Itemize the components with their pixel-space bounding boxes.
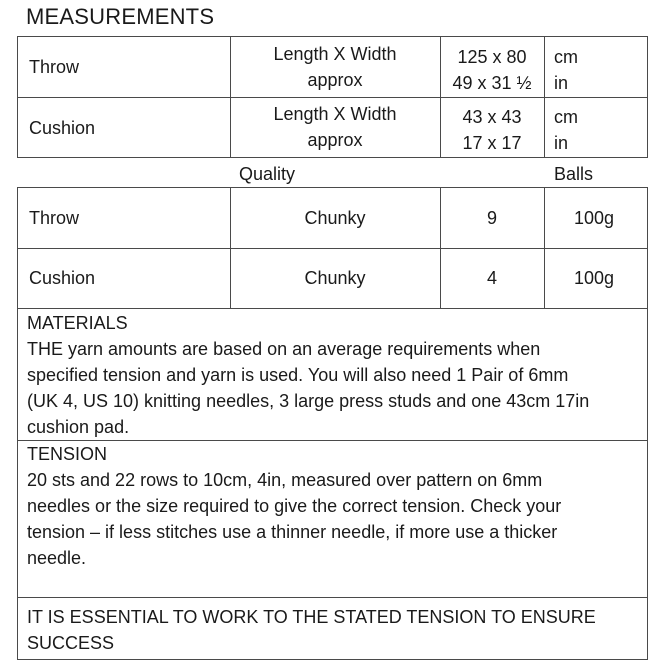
yarn-col-divider-2 [440, 187, 441, 308]
measurements-unit-cm: cm [554, 47, 578, 67]
measurements-metric-value: 125 x 80 [457, 47, 527, 67]
measurements-col-divider-1 [230, 36, 231, 158]
measurements-col-divider-2 [440, 36, 441, 158]
measurements-unit-in: in [554, 133, 569, 153]
page-title: MEASUREMENTS [26, 4, 215, 29]
measurements-dimension-approx: approx [307, 130, 363, 150]
yarn-header-quality: Quality [239, 164, 296, 184]
measurements-unit-in: in [554, 73, 569, 93]
yarn-col-divider-1 [230, 187, 231, 308]
yarn-weight-value: 100g [574, 268, 615, 288]
measurements-imperial-value: 49 x 31 ½ [452, 73, 532, 93]
tension-line: needle. [27, 548, 87, 568]
yarn-item-cushion: Cushion [29, 268, 96, 288]
tension-heading: TENSION [27, 444, 108, 464]
yarn-weight-value: 100g [574, 208, 615, 228]
materials-line: specified tension and yarn is used. You will also need 1 Pair of 6mm [27, 365, 569, 385]
yarn-col-divider-3 [544, 187, 545, 308]
yarn-quality-value: Chunky [304, 208, 366, 228]
yarn-table-bottom [17, 308, 648, 309]
measurements-dimension-label: Length X Width [273, 104, 397, 124]
notice-line: SUCCESS [27, 633, 115, 653]
materials-heading: MATERIALS [27, 313, 128, 333]
yarn-balls-value: 4 [486, 268, 497, 288]
yarn-item-throw: Throw [29, 208, 80, 228]
notice-line: IT IS ESSENTIAL TO WORK TO THE STATED TENSION TO ENSURE [27, 607, 596, 627]
tension-line: 20 sts and 22 rows to 10cm, 4in, measured over pattern on 6mm [27, 470, 543, 490]
measurements-col-divider-3 [544, 36, 545, 158]
materials-line: THE yarn amounts are based on an average requirements when [27, 339, 541, 359]
tension-line: tension – if less stitches use a thinner needle, if more use a thicker [27, 522, 558, 542]
yarn-row-divider [17, 248, 648, 249]
materials-line: (UK 4, US 10) knitting needles, 3 large press studs and one 43cm 17in [27, 391, 590, 411]
measurements-dimension-approx: approx [307, 70, 363, 90]
yarn-balls-value: 9 [486, 208, 497, 228]
yarn-quality-value: Chunky [304, 268, 366, 288]
yarn-header-balls: Balls [554, 164, 594, 184]
measurements-item-cushion: Cushion [29, 118, 96, 138]
tension-line: needles or the size required to give the correct tension. Check your [27, 496, 562, 516]
measurements-row-divider [17, 97, 648, 98]
materials-divider [17, 440, 648, 441]
measurements-imperial-value: 17 x 17 [462, 133, 522, 153]
measurements-unit-cm: cm [554, 107, 578, 127]
measurements-item-throw: Throw [29, 57, 80, 77]
materials-line: cushion pad. [27, 417, 130, 437]
tension-divider [17, 597, 648, 598]
measurements-metric-value: 43 x 43 [462, 107, 522, 127]
measurements-dimension-label: Length X Width [273, 44, 397, 64]
